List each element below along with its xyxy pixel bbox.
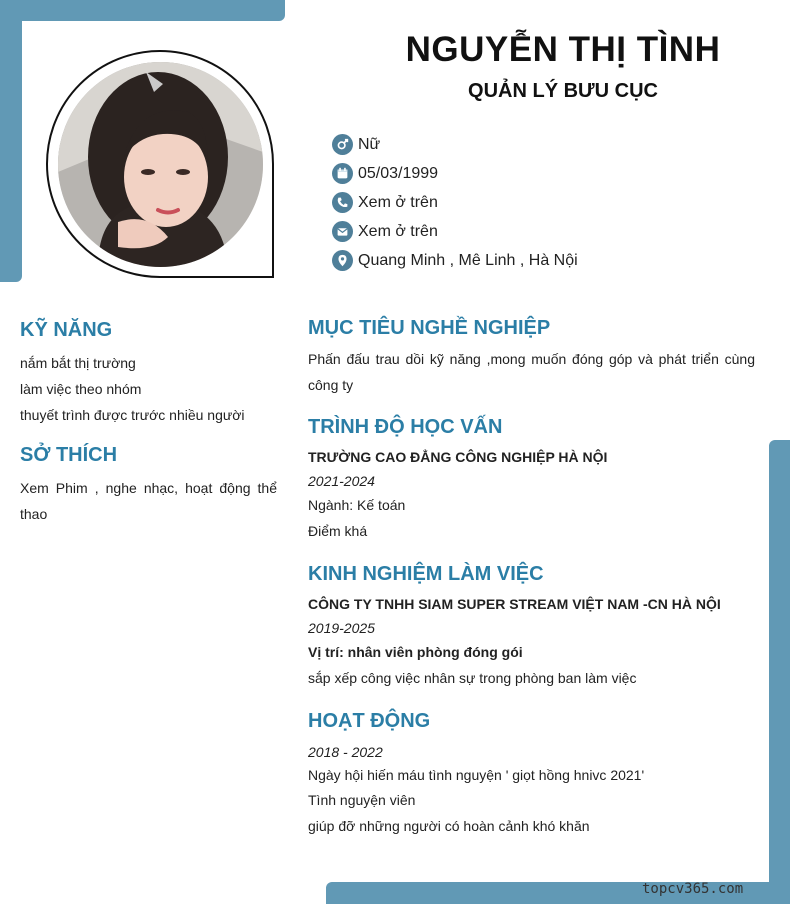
right-accent-bar [769,440,790,904]
skill-item: làm việc theo nhóm [20,381,142,397]
hobbies-heading: SỞ THÍCH [20,444,118,466]
activities-details [308,741,758,840]
avatar [58,62,263,267]
education-major: Ngành: Kế toán [308,497,406,513]
job-title: QUẢN LÝ BƯU CỤC [468,80,658,102]
gender-row [332,130,578,159]
activities-heading: HOẠT ĐỘNG [308,710,431,732]
experience-role: Vị trí: nhân viên phòng đóng gói [308,644,523,660]
skill-item: nắm bắt thị trường [20,355,136,371]
left-accent-bar [0,0,22,282]
activities-description: giúp đỡ những người có hoàn cảnh khó khăn [308,818,590,834]
location-icon [332,250,353,271]
education-details [308,444,758,544]
email-icon [332,221,353,242]
top-accent-bar [0,0,285,21]
objective-text: Phấn đấu trau dồi kỹ năng ,mong muốn đóng góp và phát triển cùng công ty [308,351,755,393]
experience-description: sắp xếp công việc nhân sự trong phòng ban làm việc [308,670,637,686]
contact-info [332,130,578,275]
skill-item: thuyết trình được trước nhiều người [20,407,245,423]
email-row [332,217,578,246]
avatar-photo-illustration [58,62,263,267]
experience-period: 2019-2025 [308,620,375,636]
full-name: NGUYỄN THỊ TÌNH [405,30,721,69]
skills-heading: KỸ NĂNG [20,319,113,341]
activities-event: Ngày hội hiến máu tình nguyện ' giọt hồng hnivc 2021' [308,767,645,783]
gender-icon [332,134,353,155]
education-heading: TRÌNH ĐỘ HỌC VẤN [308,416,503,438]
experience-details [308,591,758,691]
hobbies-text: Xem Phim , nghe nhạc, hoạt động thể thao [20,480,277,522]
calendar-icon [332,163,353,184]
activities-role: Tình nguyện viên [308,792,416,808]
education-grade: Điểm khá [308,523,368,539]
experience-heading: KINH NGHIỆM LÀM VIỆC [308,563,544,585]
birthdate-row [332,159,578,188]
company-name: CÔNG TY TNHH SIAM SUPER STREAM VIỆT NAM -CN HÀ NỘI [308,596,721,612]
skills-list [20,350,280,428]
footer-watermark: topcv365.com [642,881,744,897]
gender-value: Nữ [358,135,381,153]
email-value: Xem ở trên [358,222,438,240]
education-period: 2021-2024 [308,473,375,489]
birthdate-value: 05/03/1999 [358,164,439,182]
address-row [332,246,578,275]
school-name: TRƯỜNG CAO ĐẲNG CÔNG NGHIỆP HÀ NỘI [308,449,608,465]
phone-row [332,188,578,217]
phone-value: Xem ở trên [358,193,438,211]
address-value: Quang Minh , Mê Linh , Hà Nội [358,251,578,269]
activities-period: 2018 - 2022 [308,744,383,760]
objective-heading: MỤC TIÊU NGHỀ NGHIỆP [308,317,551,339]
phone-icon [332,192,353,213]
